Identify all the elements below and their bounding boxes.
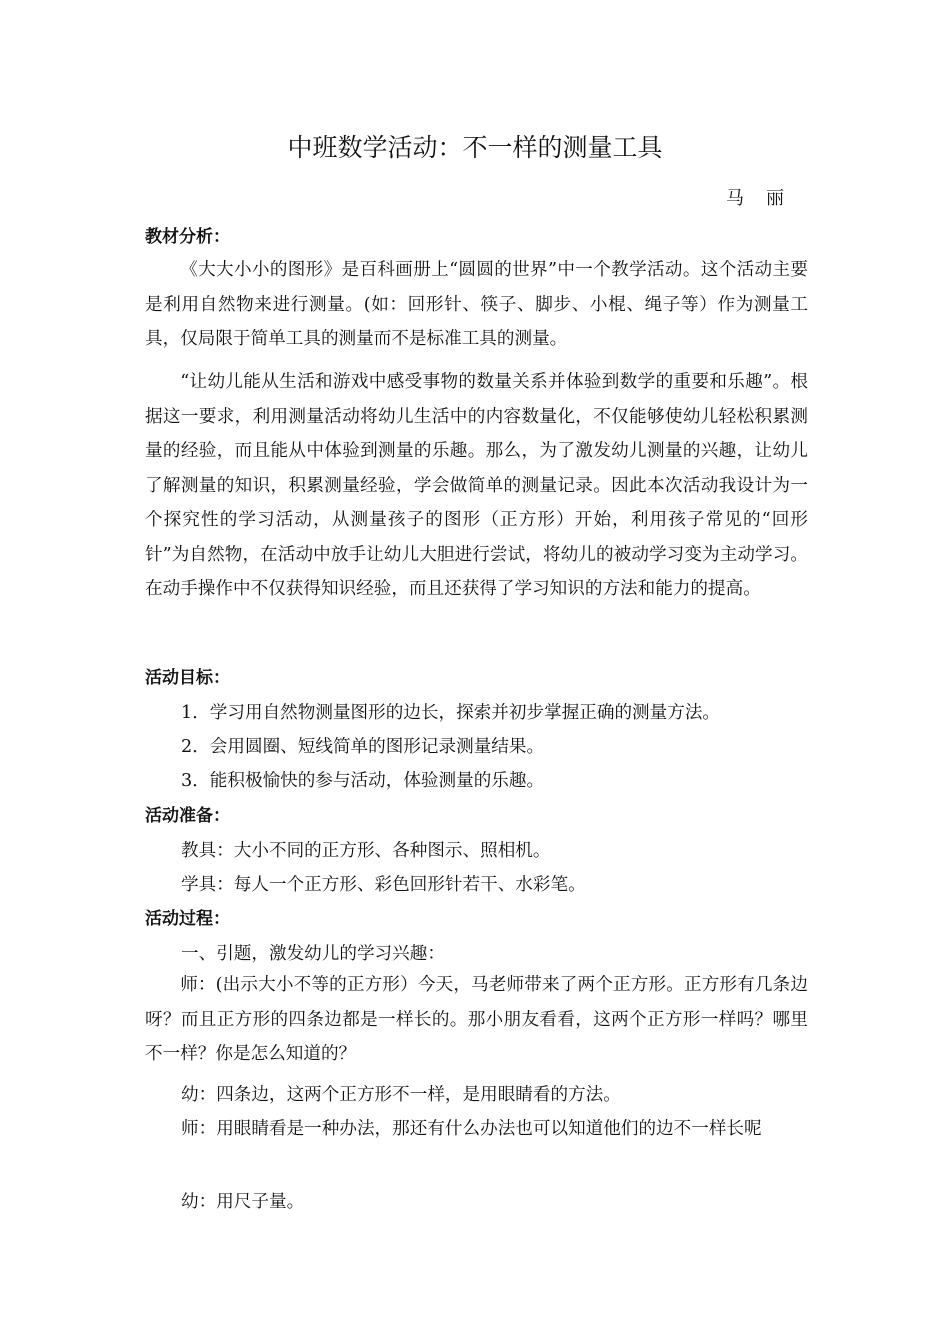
section-heading-preparation: 活动准备： [145, 806, 230, 826]
child-dialogue: 幼：四条边，这两个正方形不一样，是用眼睛看的方法。 [181, 1085, 621, 1105]
child-dialogue: 幼：用尺子量。 [181, 1192, 305, 1212]
teacher-dialogue: 师：用眼睛看是一种办法，那还有什么办法也可以知道他们的边不一样长呢 [181, 1119, 762, 1139]
analysis-paragraph-2: “让幼儿能从生活和游戏中感受事物的数量关系并体验到数学的重要和乐趣”。根据这一要求，利用测量活动将幼儿生活中的内容数量化，不仅能够使幼儿轻松积累测量的经验，而且能从中体验到测量的乐趣。那么，为了激发幼儿测量的兴趣，让幼儿了解测量的知识，积累测量经验，学会做简单的测量记录。因此本次活动我设计为一个探究性的学习活动，从测量孩子的图形（正方形）开始，利用孩子常见的“回形针”为自然物，在活动中放手让幼儿大胆进行尝试，将幼儿的被动学习变为主动学习。在动手操作中不仅获得知识经验，而且还获得了学习知识的方法和能力的提高。 [145, 372, 808, 599]
section-heading-process: 活动过程： [145, 909, 230, 929]
section-heading-analysis: 教材分析： [145, 227, 230, 247]
author-name: 马丽 [726, 188, 806, 209]
goal-item: 1．学习用自然物测量图形的边长，探索并初步掌握正确的测量方法。 [181, 703, 721, 723]
student-materials: 学具：每人一个正方形、彩色回形针若干、水彩笔。 [181, 875, 586, 895]
teacher-dialogue: 师：(出示大小不等的正方形）今天，马老师带来了两个正方形。正方形有几条边呀？而且正方形的四条边都是一样长的。那小朋友看看，这两个正方形一样吗？哪里不一样？你是怎么知道的？ [145, 975, 808, 1064]
goal-item: 3．能积极愉快的参与活动，体验测量的乐趣。 [181, 771, 545, 791]
section-heading-goals: 活动目标： [145, 668, 230, 688]
goal-item: 2．会用圆圈、短线简单的图形记录测量结果。 [181, 737, 545, 757]
document-title: 中班数学活动：不一样的测量工具 [287, 133, 663, 162]
analysis-paragraph-1: 《大大小小的图形》是百科画册上“圆圆的世界”中一个教学活动。这个活动主要是利用自然物来进行测量。(如：回形针、筷子、脚步、小棍、绳子等）作为测量工具，仅局限于简单工具的测量而不是标准工具的测量。 [145, 260, 808, 349]
teacher-materials: 教具：大小不同的正方形、各种图示、照相机。 [181, 841, 551, 861]
process-step: 一、引题，激发幼儿的学习兴趣： [181, 944, 445, 964]
